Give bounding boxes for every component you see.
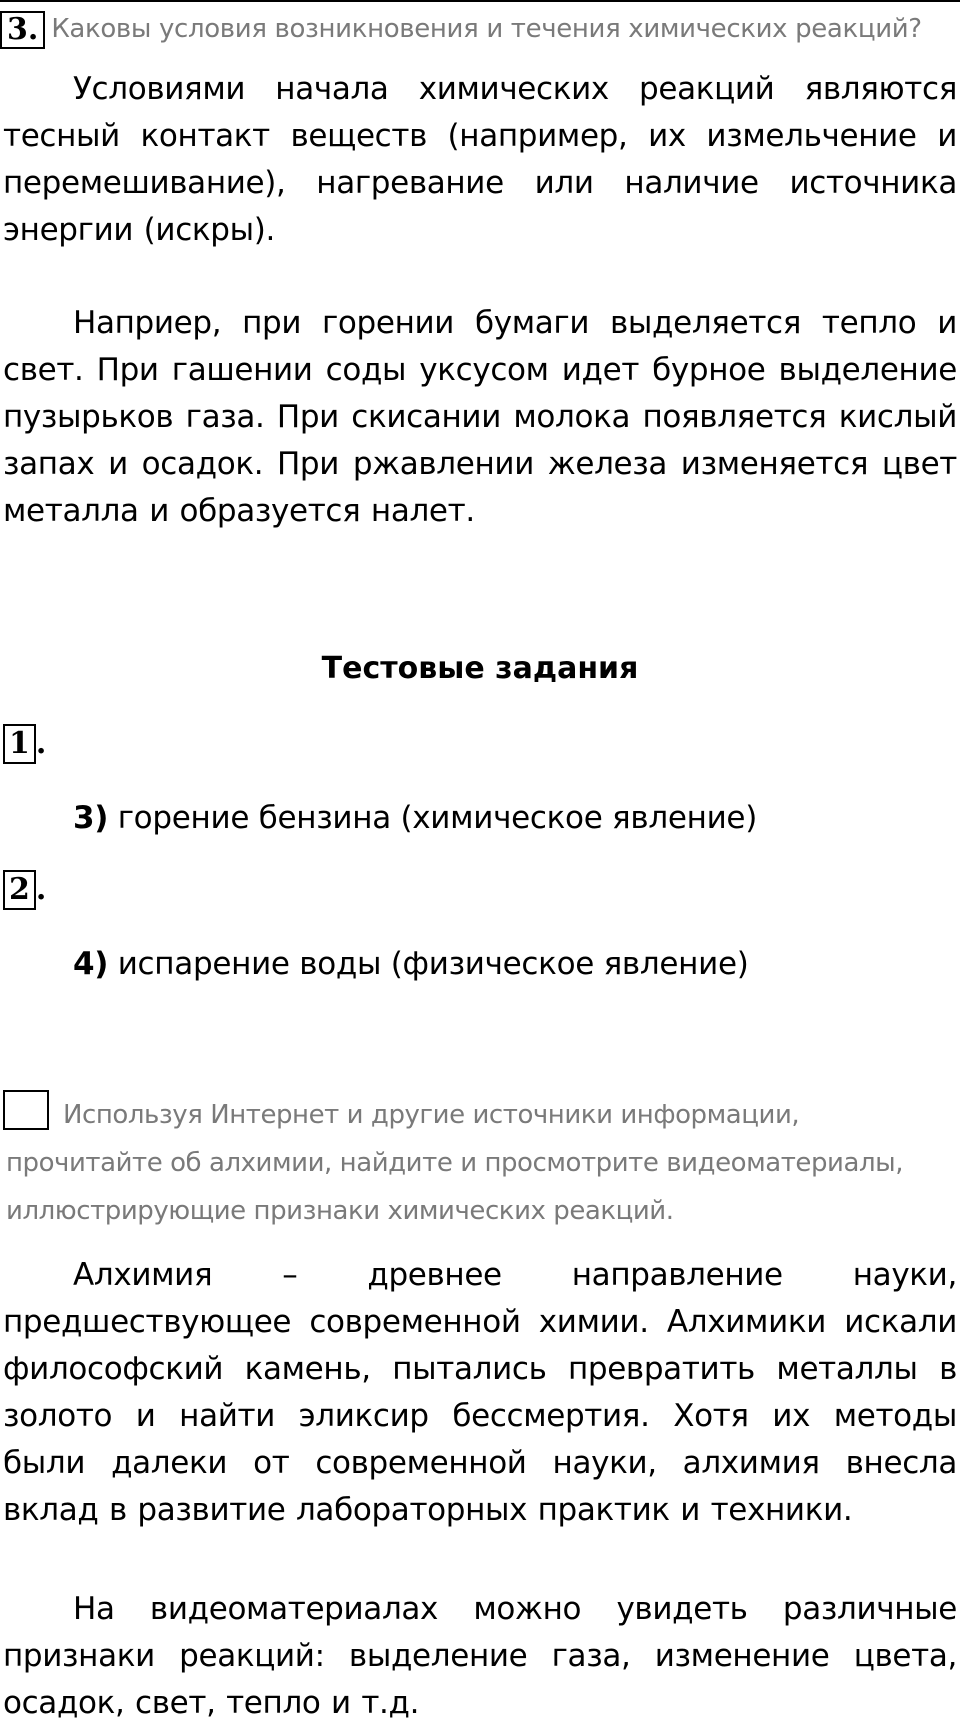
test-number-box: 1 [3,724,36,764]
task-line-2: прочитайте об алхимии, найдите и просмотрите видеоматериалы, [6,1148,904,1178]
answer-paragraph-4: На видеоматериалах можно увидеть различные признаки реакций: выделение газа, изменение цвета, осадок, свет, тепло и т.д. [3,1591,957,1721]
top-rule [0,0,960,2]
test-number-suffix: . [35,726,47,761]
answer-option-text: испарение воды (физическое явление) [108,946,749,982]
test-number-2 [3,870,46,910]
section-title: Тестовые задания [321,651,639,686]
question-number-box: 3. [0,11,45,49]
answer-option-number: 3) [73,800,109,836]
answer-paragraph-2: Наприер, при горении бумаги выделяется тепло и свет. При гашении соды уксусом идет бурное выделение пузырьков газа. При скисании молока появляется кислый запах и осадок. При ржавлении железа изменяется цвет металла и образуется налет. [3,305,957,529]
test-answer-2 [73,941,749,987]
answer-paragraph-3: Алхимия – древнее направление науки, предшествующее современной химии. Алхимики искали философский камень, пытались превратить металлы в золото и найти эликсир бессмертия. Хотя их методы были далеки от современной науки, алхимия внесла вклад в развитие лабораторных практик и техники. [3,1257,957,1528]
answer-option-number: 4) [73,946,109,982]
test-number-1 [3,724,46,764]
answer-option-text: горение бензина (химическое явление) [108,800,758,836]
answer-paragraph-1: Условиями начала химических реакций являются тесный контакт веществ (например, их измельчение и перемешивание), нагревание или наличие источника энергии (искры). [3,71,957,248]
question-text: Каковы условия возникновения и течения химических реакций? [51,14,922,44]
test-number-suffix: . [35,872,47,907]
task-line-3: иллюстрирующие признаки химических реакций. [6,1196,674,1226]
question-3 [0,6,922,52]
task-marker-box [3,1090,49,1130]
test-answer-1 [73,795,757,841]
test-number-box: 2 [3,870,36,910]
task-line-1: Используя Интернет и другие источники информации, [63,1100,800,1130]
